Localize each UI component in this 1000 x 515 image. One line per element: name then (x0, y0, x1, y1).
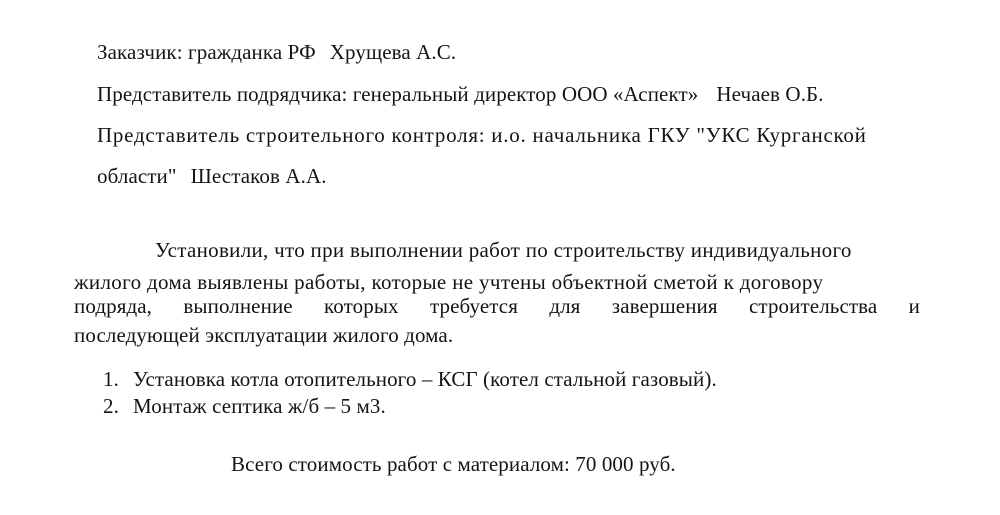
total-cost: Всего стоимость работ с материалом: 70 000 руб. (231, 452, 676, 476)
list-item-text: Монтаж септика ж/б – 5 м3. (133, 394, 386, 418)
paragraph-line-4: последующей эксплуатации жилого дома. (74, 323, 454, 347)
control-line-2 (97, 166, 327, 187)
control-label-cont: области" (97, 164, 177, 188)
contractor-name: Нечаев О.Б. (716, 82, 824, 106)
paragraph-line-3: подряда, выполнение которых требуется для завершения строительства и (74, 294, 920, 318)
control-line-1: Представитель строительного контроля: и.о. начальника ГКУ "УКС Курганской (97, 123, 867, 147)
paragraph-line-2: жилого дома выявлены работы, которые не учтены объектной сметой к договору (74, 270, 824, 294)
contractor-line (97, 84, 824, 105)
customer-line (97, 42, 456, 63)
customer-name: Хрущева А.С. (329, 40, 457, 64)
list-item-number: 1. (103, 367, 119, 391)
list-item-number: 2. (103, 394, 119, 418)
control-name: Шестаков А.А. (190, 164, 327, 188)
list-item (103, 369, 717, 390)
list-item-text: Установка котла отопительного – КСГ (котел стальной газовый). (133, 367, 717, 391)
contractor-label: Представитель подрядчика: генеральный директор ООО «Аспект» (97, 82, 699, 106)
list-item (103, 396, 386, 417)
paragraph-line-1: Установили, что при выполнении работ по строительству индивидуального (155, 238, 852, 262)
customer-label: Заказчик: гражданка РФ (97, 40, 316, 64)
